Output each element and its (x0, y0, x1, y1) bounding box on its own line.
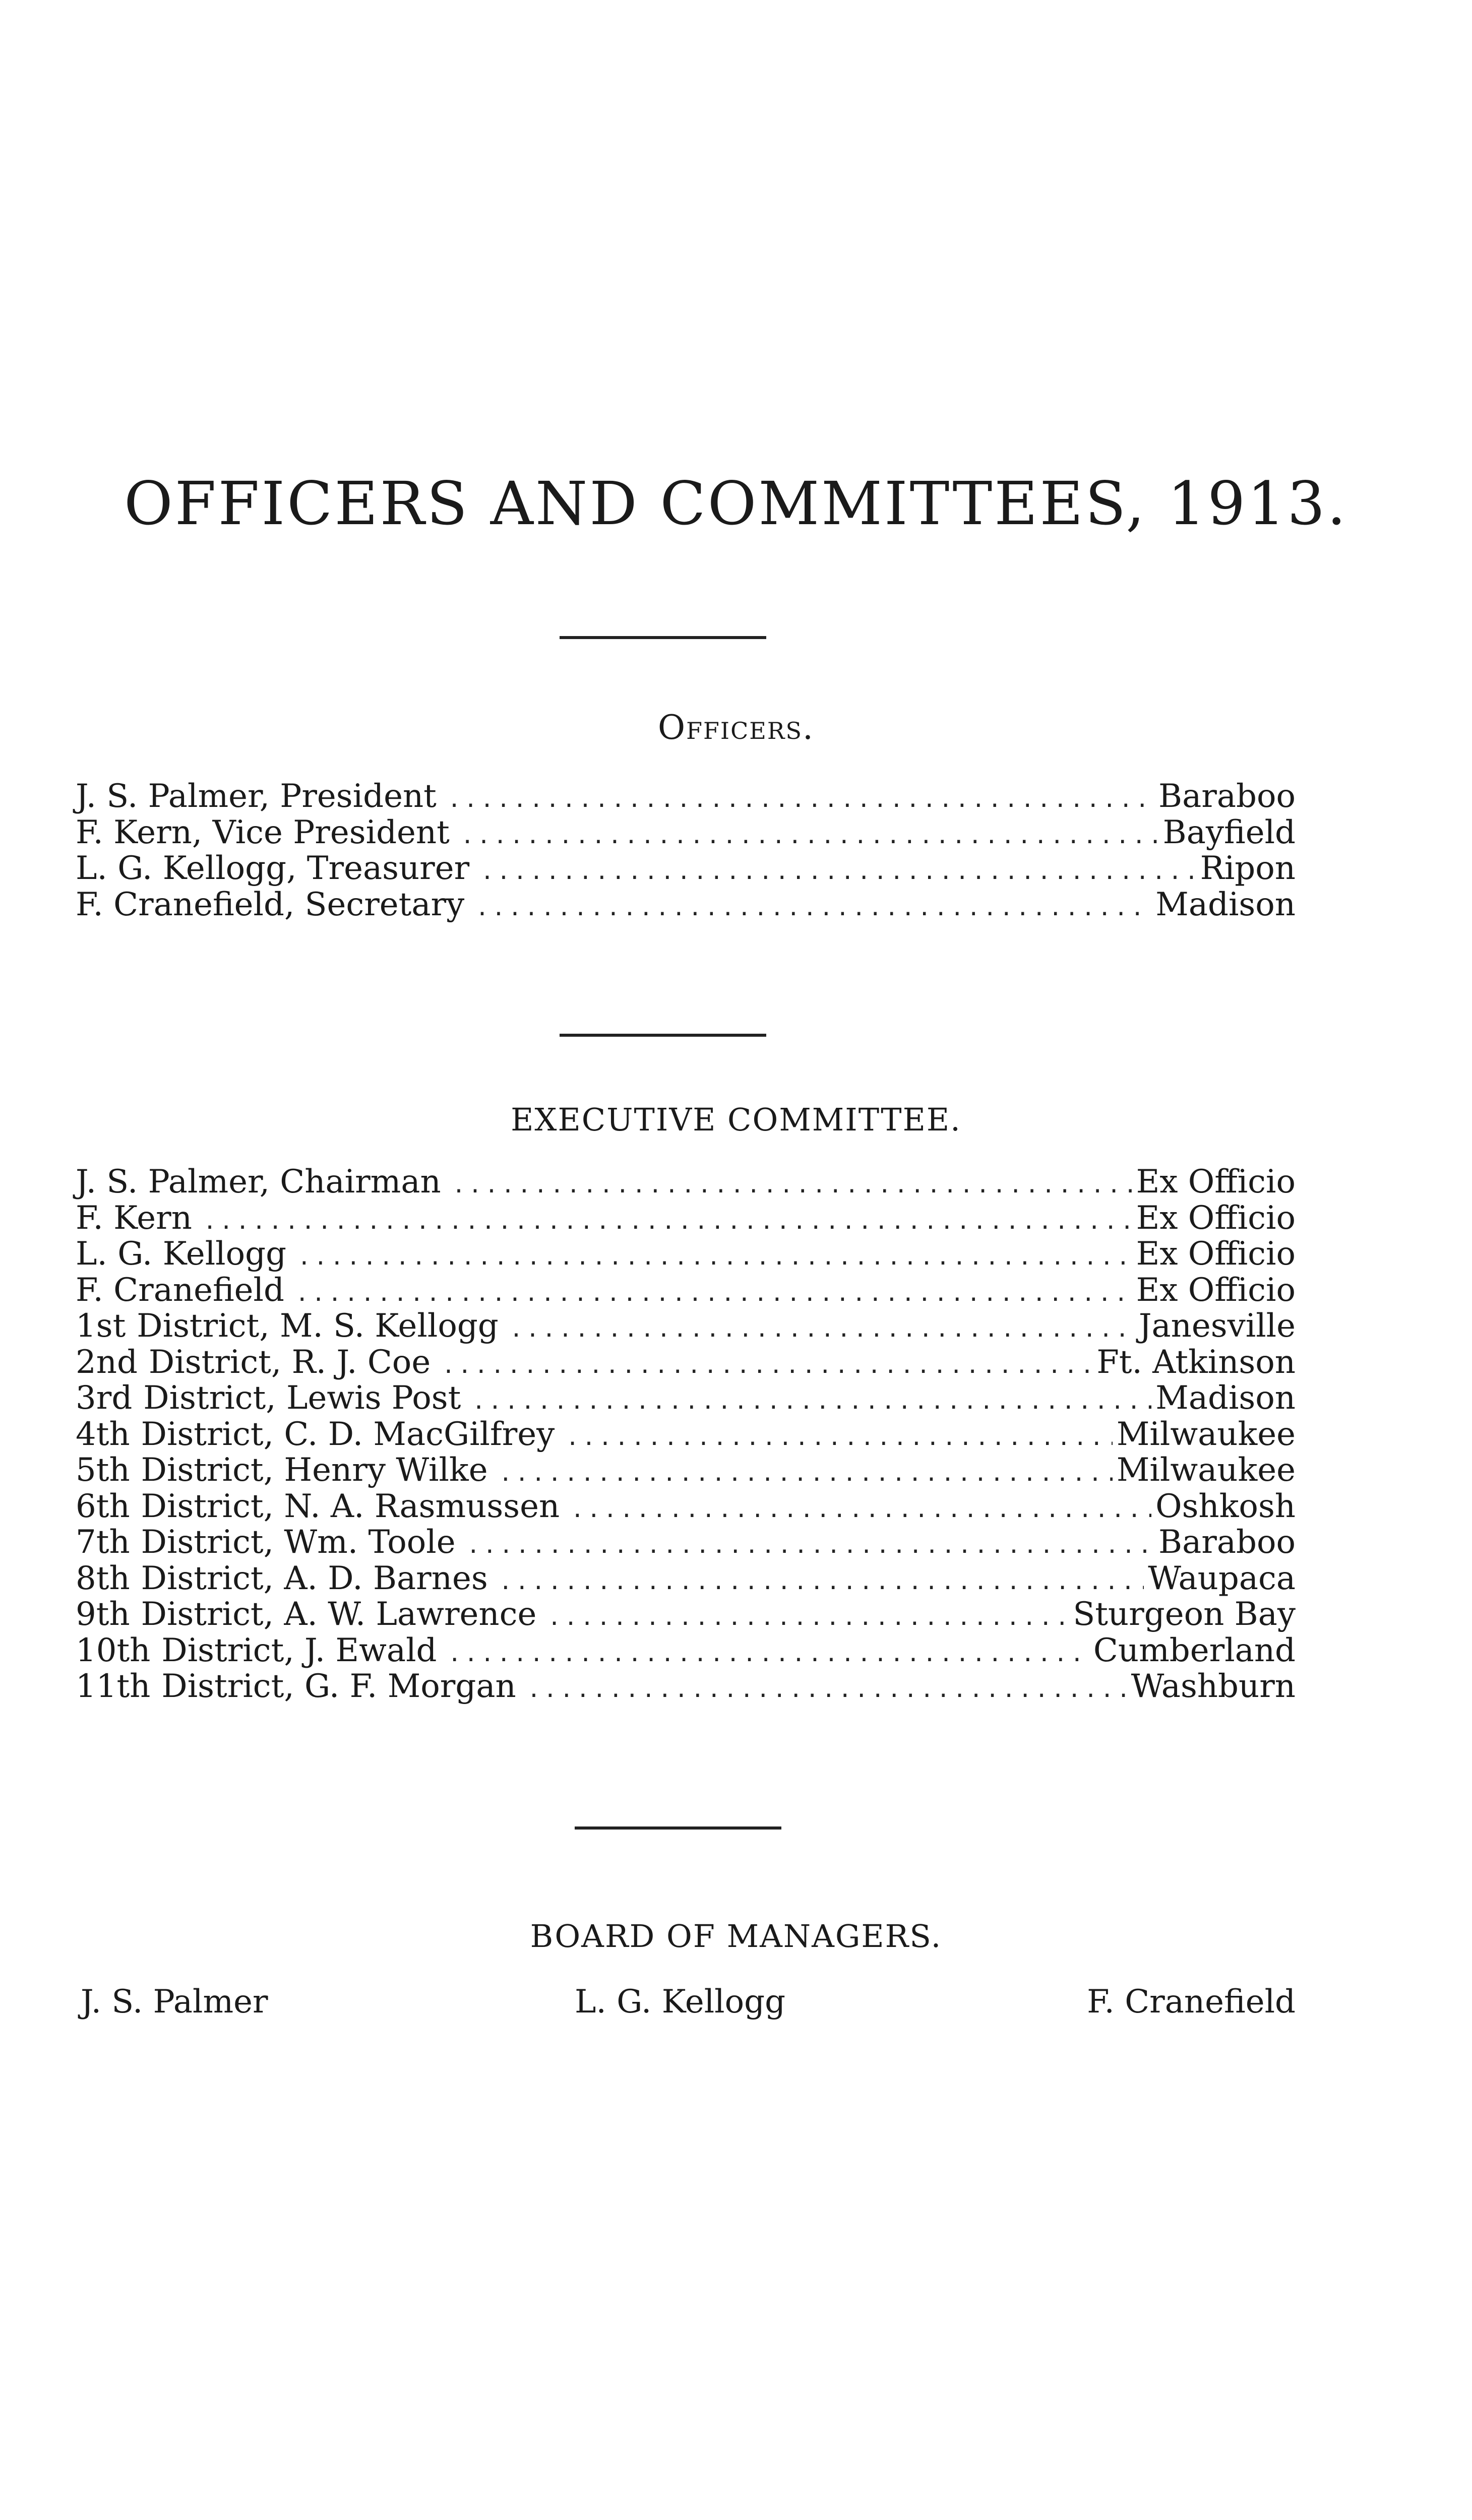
dot-leader (547, 1600, 1069, 1636)
entry-name: District, A. W. Lawrence (141, 1596, 537, 1633)
page-title: OFFICERS AND COMMITTEES, 1913. (124, 469, 1348, 538)
officers-heading: Officers. (657, 708, 814, 747)
officer-entry (76, 887, 1296, 923)
entry-place: Waupaca (1148, 1559, 1296, 1597)
entry-name: J. S. Palmer, President (76, 778, 437, 815)
committee-entry (76, 1669, 1296, 1705)
committee-entry (76, 1380, 1296, 1417)
entry-place: Oshkosh (1155, 1487, 1296, 1525)
dot-leader (475, 890, 1151, 926)
dot-leader (467, 1528, 1154, 1564)
dot-leader (452, 1167, 1132, 1204)
committee-entry (76, 1417, 1296, 1453)
district-number: 5th (76, 1452, 130, 1489)
dot-leader (448, 782, 1154, 818)
board-of-managers-heading: BOARD OF MANAGERS. (530, 1918, 942, 1955)
dot-leader (472, 1383, 1151, 1420)
entry-place: Madison (1155, 886, 1296, 923)
entry-place: Ex Officio (1136, 1199, 1296, 1237)
entry-name: J. S. Palmer, Chairman (76, 1163, 441, 1201)
entry-name: District, Wm. Toole (141, 1524, 456, 1561)
entry-name: District, M. S. Kellogg (137, 1307, 499, 1345)
entry-name: District, Henry Wilke (141, 1452, 488, 1489)
committee-entry (76, 1236, 1296, 1273)
entry-name: L. G. Kellogg (76, 1235, 287, 1273)
entry-name: District, A. D. Barnes (141, 1559, 488, 1597)
dot-leader (571, 1492, 1151, 1528)
district-number: 8th (76, 1559, 130, 1597)
committee-entry (76, 1345, 1296, 1381)
divider-rule (560, 636, 766, 639)
board-member: F. Cranefield (1087, 1983, 1296, 2021)
entry-place: Baraboo (1158, 1524, 1296, 1561)
dot-leader (295, 1276, 1132, 1312)
dot-leader (499, 1456, 1113, 1492)
district-number: 6th (76, 1487, 130, 1525)
entry-name: L. G. Kellogg, Treasurer (76, 850, 470, 887)
entry-place: Cumberland (1093, 1631, 1296, 1669)
committee-entry (76, 1201, 1296, 1237)
committee-entry (76, 1597, 1296, 1633)
entry-place: Milwaukee (1116, 1452, 1296, 1489)
executive-committee-heading: EXECUTIVE COMMITTEE. (511, 1101, 961, 1138)
officer-entry (76, 815, 1296, 851)
board-member: L. G. Kellogg (575, 1983, 786, 2021)
dot-leader (448, 1636, 1089, 1672)
entry-name: F. Kern (76, 1199, 192, 1237)
dot-leader (203, 1204, 1132, 1240)
committee-entry (76, 1489, 1296, 1525)
entry-place: Ripon (1200, 850, 1296, 887)
officer-entry (76, 779, 1296, 815)
committee-entry (76, 1453, 1296, 1489)
entry-name: District, C. D. MacGilfrey (141, 1415, 555, 1453)
dot-leader (442, 1348, 1092, 1384)
entry-name: District, R. J. Coe (148, 1343, 431, 1381)
officers-list (76, 779, 1296, 923)
entry-place: Ft. Atkinson (1096, 1343, 1296, 1381)
officer-entry (76, 851, 1296, 887)
dot-leader (480, 854, 1196, 890)
entry-name: District, G. F. Morgan (161, 1668, 516, 1705)
divider-rule (575, 1826, 781, 1830)
committee-entry (76, 1308, 1296, 1345)
entry-name: District, N. A. Rasmussen (141, 1487, 560, 1525)
entry-name: F. Cranefield (76, 1271, 284, 1309)
dot-leader (527, 1672, 1127, 1708)
entry-place: Sturgeon Bay (1073, 1596, 1296, 1633)
committee-entry (76, 1164, 1296, 1201)
district-number: 9th (76, 1596, 130, 1633)
entry-place: Baraboo (1158, 778, 1296, 815)
entry-place: Ex Officio (1136, 1235, 1296, 1273)
district-number: 3rd (76, 1379, 133, 1417)
committee-entry (76, 1273, 1296, 1309)
entry-place: Madison (1155, 1379, 1296, 1417)
entry-name: District, J. Ewald (161, 1631, 437, 1669)
entry-place: Janesville (1138, 1307, 1296, 1345)
board-members-row (81, 1983, 1296, 2024)
entry-place: Ex Officio (1136, 1271, 1296, 1309)
district-number: 2nd (76, 1343, 138, 1381)
board-member: J. S. Palmer (81, 1983, 268, 2021)
dot-leader (297, 1239, 1132, 1276)
entry-name: District, Lewis Post (143, 1379, 461, 1417)
entry-place: Ex Officio (1136, 1163, 1296, 1201)
entry-place: Washburn (1131, 1668, 1296, 1705)
divider-rule (560, 1034, 766, 1037)
dot-leader (461, 818, 1159, 854)
district-number: 11th (76, 1668, 151, 1705)
district-number: 10th (76, 1631, 151, 1669)
district-number: 7th (76, 1524, 130, 1561)
executive-committee-list (76, 1164, 1296, 1705)
entry-place: Milwaukee (1116, 1415, 1296, 1453)
dot-leader (566, 1420, 1113, 1456)
entry-place: Bayfield (1162, 813, 1296, 851)
dot-leader (499, 1564, 1144, 1600)
district-number: 1st (76, 1307, 126, 1345)
committee-entry (76, 1525, 1296, 1561)
committee-entry (76, 1561, 1296, 1597)
committee-entry (76, 1633, 1296, 1669)
dot-leader (510, 1311, 1135, 1348)
entry-name: F. Cranefield, Secretary (76, 886, 465, 923)
entry-name: F. Kern, Vice President (76, 813, 450, 851)
district-number: 4th (76, 1415, 130, 1453)
